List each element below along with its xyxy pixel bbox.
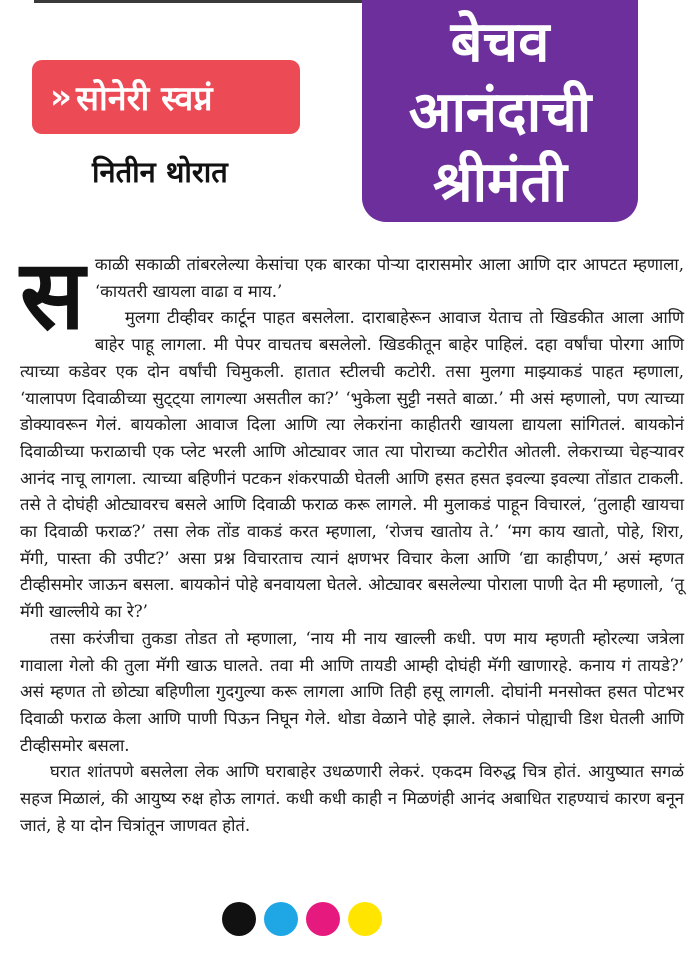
article-body [20,238,684,839]
column-tag [32,60,300,134]
chevron-right-icon: » [50,77,66,117]
author-name: नितीन थोरात [92,155,228,189]
article-paragraph-1 [20,238,684,351]
registration-marks [222,902,382,936]
article-title [362,0,638,222]
column-label: सोनेरी स्वप्नं [75,79,213,119]
article-paragraph-3: तसा करंजीचा तुकडा तोडत तो म्हणाला, ‘नाय मी नाय खाल्ली कधी. पण माय म्हणती म्होरल्या जत्रेला गावाला गेलो की तुला मॅगी खाऊ घालते. तवा मी आणि तायडी आम्ही दोघंही मॅगी खाणारहे. कनाय गं तायडे?’ असं म्हणत तो छोट्या बहिणीला गुदगुल्या करू लागला आणि तिही हसू लागली. दोघांनी मनसोक्त हसत पोटभर दिवाळी फराळ केला आणि पाणी पिऊन निघून गेले. थोडा वेळाने पोहे झाले. लेकानं पोह्याची डिश घेतली आणि टीव्हीसमोर बसला. [20,628,684,755]
registration-dot-yellow [348,902,382,936]
paragraph-text: काळी सकाळी तांबरलेल्या केसांचा एक बारका पोऱ्या दारासमोर आला आणि दार आपटत म्हणाला, ‘कायतरी खायला वाढा व माय.’ [94,255,684,301]
top-rule [34,0,364,3]
title-line-1: बेचव [450,10,550,75]
title-line-3: श्रीमंती [432,150,568,215]
registration-dot-black [222,902,256,936]
article-paragraph-2: मुलगा टीव्हीवर कार्टून पाहत बसलेला. दाराबाहेरून आवाज येताच तो खिडकीत आला आणि बाहेर पाहू लागला. मी पेपर वाचतच बसलेलो. खिडकीतून बाहेर पाहिलं. दहा वर्षांचा पोरगा आणि त्याच्या कडेवर एक दोन वर्षांची चिमुकली. हातात स्टीलची कटोरी. तसा मुलगा माझ्याकडं पाहत म्हणाला, ‘यालापण दिवाळीच्या सुट्ट्या लागल्या असतील का?’ ‘भुकेला सुट्टी नसते बाळा.’ मी असं म्हणालो, पण त्याच्या डोक्यावरून गेलं. बायकोला आवाज दिला आणि त्या लेकरांना काहीतरी खायला द्यायला सांगितलं. बायकोनं दिवाळीच्या फराळाची एक प्लेट भरली आणि ओट्यावर जात त्या पोराच्या कटोरीत ओतली. लेकराच्या चेहऱ्यावर आनंद नाचू लागला. त्याच्या बहिणीनं पटकन शंकरपाळी घेतली आणि हसत हसत इवल्या इवल्या तोंडात टाकली. तसे ते दोघंही ओट्यावरच बसले आणि दिवाळी फराळ करू लागले. मी मुलाकडं पाहून विचारलं, ‘तुलाही खायचा का दिवाळी फराळ?’ तसा लेक तोंड वाकडं करत म्हणाला, ‘रोजच खातोय ते.’ ‘मग काय खातो, पोहे, शिरा, मॅगी, पास्ता की उपीट?’ असा प्रश्न विचारताच त्यानं क्षणभर विचार केला आणि ‘द्या काहीपण,’ असं म्हणत टीव्हीसमोर जाऊन बसला. बायकोनं पोहे बनवायला घेतले. ओट्यावर बसलेल्या पोराला पाणी देत मी म्हणालो, ‘तू मॅगी खाल्लीये का रे?’ [20,308,684,622]
drop-cap: स [20,238,85,351]
registration-dot-magenta [306,902,340,936]
title-line-2: आनंदाची [408,80,592,145]
article-paragraph-4: घरात शांतपणे बसलेला लेक आणि घराबाहेर उधळणारी लेकरं. एकदम विरुद्ध चित्र होतं. आयुष्यात सगळं सहज मिळालं, की आयुष्य रुक्ष होऊ लागतं. कधी कधी काही न मिळणंही आनंद अबाधित राहण्याचं कारण बनून जातं, हे या दोन चित्रांतून जाणवत होतं. [20,762,684,835]
registration-dot-cyan [264,902,298,936]
